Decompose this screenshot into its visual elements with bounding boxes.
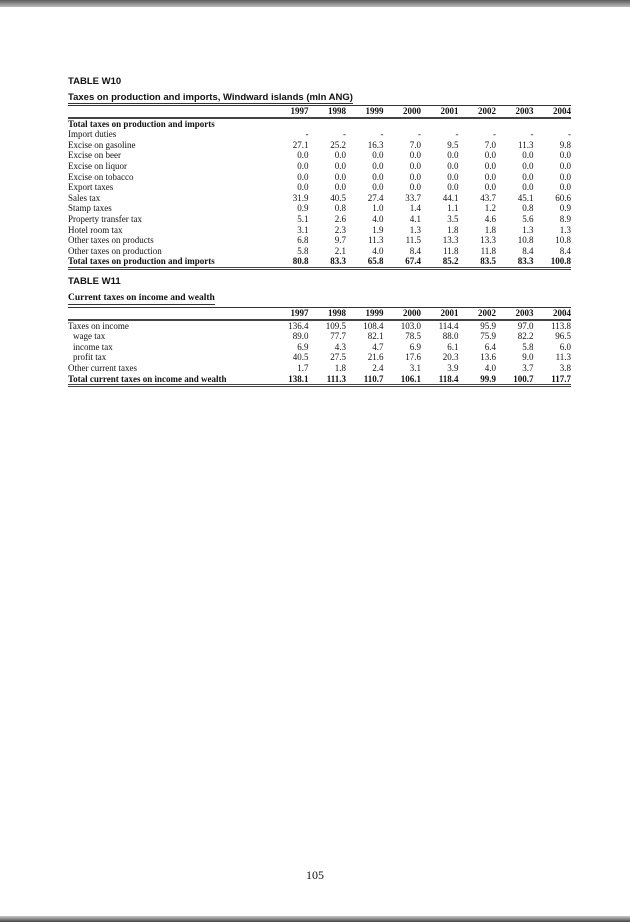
table-row (68, 118, 571, 130)
cell-value: 103.0 (400, 320, 421, 331)
cell-value: 0.0 (409, 160, 421, 171)
column-header-year: 1997 (290, 106, 309, 116)
cell-value: 43.7 (480, 192, 496, 203)
cell-value: 44.1 (442, 192, 459, 203)
cell-value: 0.0 (334, 160, 346, 171)
row-label: Other current taxes (68, 362, 137, 373)
cell-value: 0.0 (334, 182, 346, 193)
cell-value: 11.8 (480, 245, 496, 256)
cell-value: 1.8 (447, 224, 459, 235)
table-w10-block (68, 76, 571, 270)
cell-value: 5.8 (522, 341, 534, 352)
table-row (68, 363, 571, 374)
cell-value: 96.5 (555, 331, 571, 342)
cell-value: 9.5 (447, 139, 459, 150)
cell-value: - (418, 129, 421, 140)
cell-value: 0.0 (409, 171, 421, 182)
table-row (68, 320, 571, 332)
cell-value: 1.4 (409, 203, 421, 214)
cell-value: 2.3 (334, 224, 346, 235)
row-label: Excise on tobacco (68, 171, 134, 182)
column-header-year: 1998 (328, 308, 346, 318)
cell-value: 0.0 (409, 182, 421, 193)
cell-value: - (530, 129, 534, 140)
cell-value: 1.8 (484, 224, 496, 235)
cell-value: 111.3 (326, 373, 346, 384)
row-label: Sales tax (68, 192, 101, 203)
table-row (68, 129, 571, 140)
table-w11-block (68, 276, 571, 387)
cell-value: 80.8 (292, 256, 309, 267)
table-title: TABLE W11 (68, 276, 121, 287)
cell-value: 1.9 (372, 224, 384, 235)
cell-value: 0.0 (372, 182, 384, 193)
cell-value: 95.9 (480, 320, 496, 331)
cell-value: 9.7 (334, 235, 346, 246)
cell-value: 0.0 (559, 160, 571, 171)
cell-value: 3.7 (522, 362, 534, 373)
cell-value: 16.3 (367, 139, 384, 150)
cell-value: 0.0 (559, 150, 571, 161)
column-header-year: 2001 (440, 106, 459, 116)
cell-value: 106.1 (400, 373, 421, 384)
cell-value: 0.9 (297, 203, 309, 214)
cell-value: 20.3 (442, 352, 459, 363)
cell-value: 0.0 (559, 182, 571, 193)
cell-value: 136.4 (288, 320, 309, 331)
cell-value: 9.8 (559, 139, 571, 150)
cell-value: 67.4 (405, 256, 421, 267)
row-label: wage tax (73, 331, 106, 342)
cell-value: 1.1 (447, 203, 459, 214)
cell-value: 0.0 (334, 150, 346, 161)
cell-value (534, 118, 572, 130)
cell-value: 0.0 (297, 182, 309, 193)
cell-value: 0.0 (484, 182, 496, 193)
cell-value: 0.0 (447, 150, 459, 161)
cell-value: 0.0 (447, 171, 459, 182)
cell-value: 108.4 (363, 320, 384, 331)
column-header-year: 1999 (365, 308, 384, 318)
table-row (68, 235, 571, 246)
table-subtitle: Taxes on production and imports, Windward islands (mln ANG) (68, 92, 353, 103)
table-w10 (68, 105, 571, 270)
cell-value: 0.0 (372, 160, 384, 171)
row-label: Property transfer tax (68, 213, 142, 224)
cell-value: 6.9 (409, 341, 421, 352)
row-label: Export taxes (68, 182, 114, 193)
cell-value: 17.6 (405, 352, 421, 363)
cell-value: 0.0 (522, 150, 534, 161)
row-label: Total taxes on production and imports (68, 256, 215, 267)
table-w11 (68, 307, 571, 387)
header-empty (68, 106, 271, 118)
column-header-year: 2000 (403, 106, 421, 116)
cell-value: 27.1 (292, 139, 309, 150)
column-header-year: 1998 (328, 106, 346, 116)
cell-value: 0.0 (522, 182, 534, 193)
cell-value: 13.3 (480, 235, 496, 246)
cell-value: 100.8 (550, 256, 571, 267)
cell-value: 1.3 (559, 224, 571, 235)
cell-value: 2.6 (334, 213, 346, 224)
column-header-year: 2003 (515, 308, 534, 318)
cell-value: 1.0 (372, 203, 384, 214)
row-label: Import duties (68, 129, 117, 140)
cell-value: 0.0 (522, 160, 534, 171)
scan-edge-bottom (0, 916, 630, 922)
cell-value (346, 118, 384, 130)
header-row (68, 308, 571, 320)
cell-value: 8.4 (559, 245, 571, 256)
cell-value: - (455, 129, 459, 140)
cell-value: 31.9 (292, 192, 309, 203)
column-header-year: 1997 (290, 308, 309, 318)
cell-value: 2.4 (372, 362, 384, 373)
table-row (68, 331, 571, 342)
cell-value: 0.0 (409, 150, 421, 161)
cell-value: 40.5 (292, 352, 309, 363)
cell-value: 4.1 (409, 213, 421, 224)
cell-value: 75.9 (480, 331, 496, 342)
table-row (68, 374, 571, 386)
cell-value: 6.8 (297, 235, 309, 246)
cell-value: 6.4 (484, 341, 496, 352)
table-row (68, 172, 571, 183)
cell-value: 109.5 (325, 320, 346, 331)
header-empty (68, 308, 271, 320)
cell-value: 60.6 (555, 192, 571, 203)
cell-value: 1.3 (522, 224, 534, 235)
cell-value: 0.0 (484, 150, 496, 161)
row-label: profit tax (73, 352, 107, 363)
cell-value: 27.4 (367, 192, 384, 203)
table-row (68, 352, 571, 363)
cell-value: 100.7 (513, 373, 534, 384)
cell-value: 114.4 (438, 320, 459, 331)
table-row (68, 214, 571, 225)
cell-value: 0.0 (334, 171, 346, 182)
column-header-year: 2002 (478, 106, 496, 116)
cell-value: 5.6 (522, 213, 534, 224)
cell-value: - (493, 129, 496, 140)
cell-value: 21.6 (367, 352, 384, 363)
cell-value: 83.3 (330, 256, 346, 267)
cell-value: 78.5 (405, 331, 421, 342)
table-row (68, 342, 571, 353)
cell-value: 89.0 (292, 331, 309, 342)
table-row (68, 203, 571, 214)
cell-value: 0.8 (334, 203, 346, 214)
cell-value: 85.2 (442, 256, 459, 267)
cell-value: 3.9 (447, 362, 459, 373)
cell-value: 2.1 (334, 245, 346, 256)
cell-value: 0.0 (372, 150, 384, 161)
row-label: Total taxes on production and imports (68, 118, 215, 129)
table-row (68, 225, 571, 236)
table-subtitle: Current taxes on income and wealth (68, 293, 215, 303)
cell-value: 0.0 (297, 171, 309, 182)
cell-value: 0.9 (559, 203, 571, 214)
cell-value: 3.1 (409, 362, 421, 373)
cell-value: 97.0 (517, 320, 534, 331)
cell-value (421, 118, 459, 130)
cell-value: 9.0 (522, 352, 534, 363)
cell-value: 1.8 (334, 362, 346, 373)
cell-value: 3.1 (297, 224, 309, 235)
cell-value: 10.8 (517, 235, 534, 246)
cell-value: 118.4 (438, 373, 459, 384)
table-row (68, 246, 571, 257)
row-label: Taxes on income (68, 320, 129, 331)
cell-value: 4.3 (334, 341, 346, 352)
cell-value: 4.7 (372, 341, 384, 352)
table-row (68, 193, 571, 204)
row-label: Excise on gasoline (68, 139, 136, 150)
cell-value: 0.8 (522, 203, 534, 214)
cell-value: 13.6 (480, 352, 496, 363)
cell-value: 25.2 (330, 139, 346, 150)
cell-value: - (568, 129, 571, 140)
cell-value: 117.7 (551, 373, 571, 384)
cell-value: 4.6 (484, 213, 496, 224)
cell-value: 0.0 (447, 160, 459, 171)
table-row (68, 161, 571, 172)
cell-value: 3.5 (447, 213, 459, 224)
cell-value: 8.4 (522, 245, 534, 256)
cell-value (271, 118, 309, 130)
cell-value: 113.8 (551, 320, 571, 331)
cell-value (496, 118, 534, 130)
column-header-year: 2003 (515, 106, 534, 116)
cell-value: 77.7 (330, 331, 346, 342)
column-header-year: 2004 (553, 308, 571, 318)
cell-value (384, 118, 422, 130)
cell-value: 11.3 (368, 235, 384, 246)
row-label: Total current taxes on income and wealth (68, 373, 227, 384)
row-label: Excise on liquor (68, 160, 127, 171)
table-row (68, 140, 571, 151)
table-title: TABLE W10 (68, 76, 122, 87)
cell-value: 6.0 (559, 341, 571, 352)
row-label: Stamp taxes (68, 203, 112, 214)
header-row (68, 106, 571, 118)
cell-value: 0.0 (447, 182, 459, 193)
cell-value: 0.0 (484, 171, 496, 182)
cell-value: 6.1 (447, 341, 459, 352)
page-number: 105 (306, 868, 324, 882)
cell-value: 33.7 (405, 192, 421, 203)
cell-value: 45.1 (517, 192, 534, 203)
cell-value: - (380, 129, 384, 140)
cell-value: 82.2 (517, 331, 534, 342)
cell-value: 83.3 (517, 256, 534, 267)
cell-value: 138.1 (288, 373, 309, 384)
cell-value: - (343, 129, 346, 140)
column-header-year: 2002 (478, 308, 496, 318)
cell-value: 0.0 (297, 160, 309, 171)
cell-value: 7.0 (409, 139, 421, 150)
cell-value: 83.5 (480, 256, 496, 267)
cell-value: 65.8 (367, 256, 384, 267)
cell-value: 0.0 (559, 171, 571, 182)
cell-value: 0.0 (372, 171, 384, 182)
cell-value: 99.9 (480, 373, 496, 384)
cell-value: 0.0 (522, 171, 534, 182)
cell-value: - (305, 129, 309, 140)
cell-value (459, 118, 497, 130)
cell-value: 5.8 (297, 245, 309, 256)
cell-value: 8.4 (409, 245, 421, 256)
cell-value: 27.5 (330, 352, 346, 363)
cell-value: 5.1 (297, 213, 309, 224)
cell-value: 1.2 (484, 203, 496, 214)
cell-value: 0.0 (297, 150, 309, 161)
cell-value: 10.8 (555, 235, 571, 246)
column-header-year: 2001 (440, 308, 459, 318)
table-row (68, 256, 571, 268)
cell-value: 40.5 (330, 192, 346, 203)
cell-value: 11.3 (555, 352, 571, 363)
cell-value (309, 118, 347, 130)
cell-value: 0.0 (484, 160, 496, 171)
column-header-year: 2000 (403, 308, 421, 318)
cell-value: 1.7 (297, 362, 309, 373)
cell-value: 4.0 (484, 362, 496, 373)
cell-value: 110.7 (363, 373, 384, 384)
cell-value: 7.0 (484, 139, 496, 150)
cell-value: 8.9 (559, 213, 571, 224)
row-label: income tax (73, 341, 113, 352)
cell-value: 88.0 (442, 331, 459, 342)
table-row (68, 182, 571, 193)
cell-value: 6.9 (297, 341, 309, 352)
row-label: Excise on beer (68, 150, 121, 161)
row-label: Other taxes on products (68, 235, 154, 246)
cell-value: 11.3 (518, 139, 534, 150)
scan-edge-top (0, 0, 630, 7)
cell-value: 82.1 (367, 331, 384, 342)
cell-value: 4.0 (372, 245, 384, 256)
column-header-year: 2004 (553, 106, 571, 116)
column-header-year: 1999 (365, 106, 384, 116)
table-row (68, 150, 571, 161)
cell-value: 13.3 (442, 235, 459, 246)
cell-value: 11.5 (405, 235, 421, 246)
cell-value: 4.0 (372, 213, 384, 224)
row-label: Other taxes on production (68, 245, 162, 256)
row-label: Hotel room tax (68, 224, 123, 235)
cell-value: 3.8 (559, 362, 571, 373)
cell-value: 1.3 (409, 224, 421, 235)
cell-value: 11.8 (443, 245, 459, 256)
